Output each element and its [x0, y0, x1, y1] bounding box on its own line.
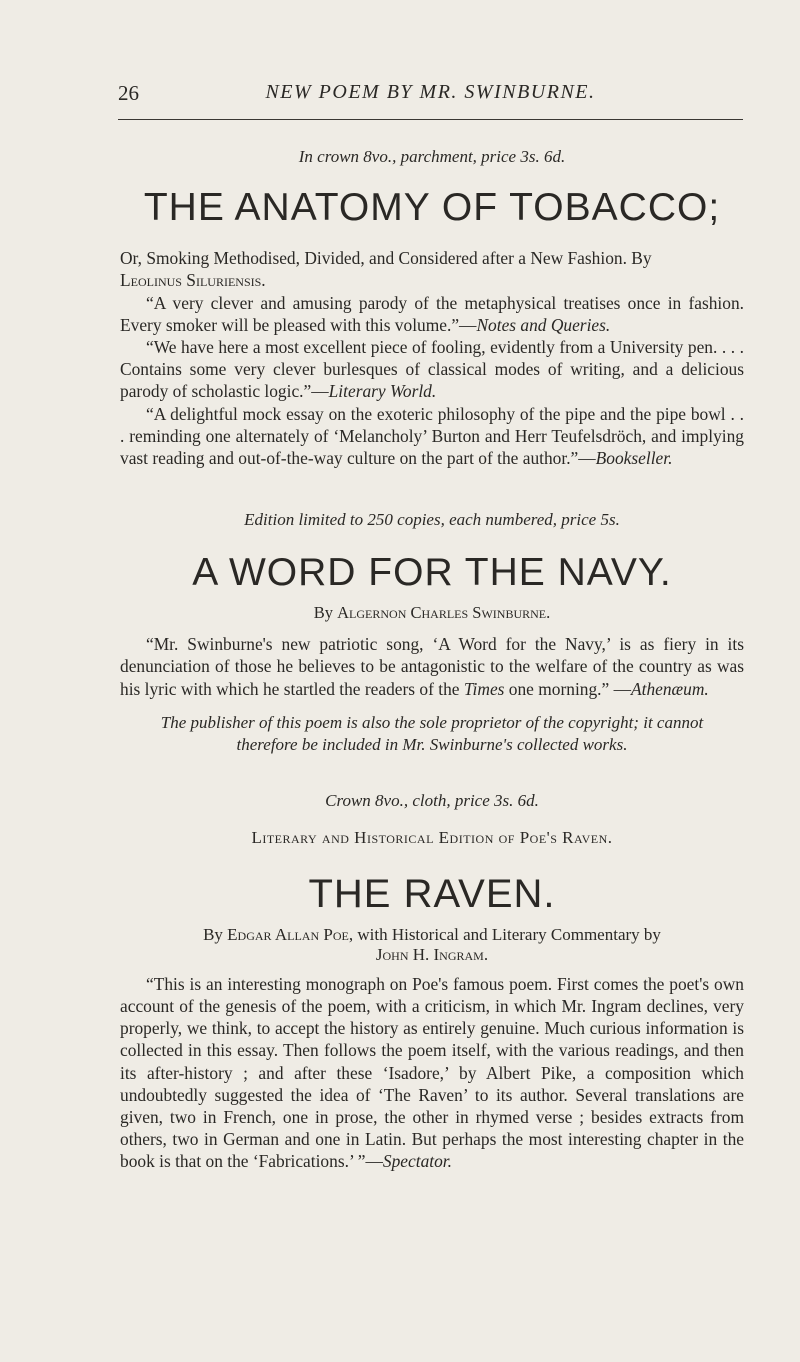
raven-author: Edgar Allan Poe, — [227, 924, 354, 944]
tobacco-author: Leolinus Siluriensis. — [120, 270, 266, 291]
raven-review-source: Spectator. — [382, 1151, 452, 1172]
tobacco-subtitle — [120, 247, 744, 291]
navy-publisher-note — [120, 712, 744, 756]
publisher-note-line-2: therefore be included in Mr. Swinburne's collected works. — [236, 734, 628, 754]
navy-title: A WORD FOR THE NAVY. — [192, 551, 672, 595]
navy-review-times: Times — [463, 678, 505, 699]
page-header — [118, 81, 743, 120]
navy-review-text-a: “Mr. Swinburne's new patriotic song, ‘A Word for the Navy,’ is as fiery in its denunciation of those he believes to be antagonistic to the welfare of the country as was his lyric with which he startled the readers of the — [120, 634, 744, 699]
tobacco-review-3 — [120, 403, 744, 470]
raven-commentator: John H. Ingram. — [375, 944, 489, 964]
navy-by: By — [313, 603, 338, 623]
navy-byline — [120, 603, 744, 623]
navy-review-source: Athenæum. — [630, 678, 709, 699]
raven-commentary: with Historical and Literary Commentary by — [353, 924, 661, 944]
raven-by: By — [203, 924, 228, 944]
page-number: 26 — [118, 81, 139, 105]
review-source: Notes and Queries. — [476, 314, 611, 335]
tobacco-subtitle-text: Or, Smoking Methodised, Divided, and Considered after a New Fashion. By — [120, 248, 652, 269]
raven-imprint: Crown 8vo., cloth, price 3s. 6d. — [325, 790, 539, 810]
review-text: “We have here a most excellent piece of fooling, evidently from a University pen. . . . Contains some very clever burlesques of classical modes of writing, and a delicious parody of scholastic logic.”— — [120, 337, 744, 402]
running-title: NEW POEM BY MR. SWINBURNE. — [265, 81, 596, 103]
tobacco-review-1 — [120, 292, 744, 336]
raven-byline — [120, 925, 744, 965]
review-text: “A very clever and amusing parody of the metaphysical treatises once in fashion. Every smoker will be pleased with this volume.”— — [120, 292, 744, 335]
tobacco-title: THE ANATOMY OF TOBACCO; — [143, 186, 721, 230]
page-content — [120, 146, 744, 1173]
tobacco-imprint: In crown 8vo., parchment, price 3s. 6d. — [298, 147, 566, 166]
review-text: “A delightful mock essay on the exoteric philosophy of the pipe and the pipe bowl . . . reminding one alternately of ‘Melancholy’ Burton and Herr Teufelsdröch, and implying vast reading and out-of-the-way culture on the part of the author.”— — [120, 403, 744, 469]
raven-series-title: Literary and Historical Edition of Poe's Raven. — [251, 827, 613, 847]
raven-title: THE RAVEN. — [308, 871, 556, 916]
navy-edition-note: Edition limited to 250 copies, each numbered, price 5s. — [244, 510, 620, 530]
navy-review-text-b: one morning.” — — [504, 678, 631, 699]
navy-author: Algernon Charles Swinburne. — [337, 603, 551, 623]
review-source: Literary World. — [328, 381, 437, 402]
publisher-note-line-1: The publisher of this poem is also the sole proprietor of the copyright; it cannot — [160, 712, 704, 732]
tobacco-review-2 — [120, 336, 744, 403]
navy-review — [120, 633, 744, 700]
raven-review — [120, 973, 744, 1173]
raven-review-text: “This is an interesting monograph on Poe's famous poem. First comes the poet's own account of the genesis of the poem, with a criticism, in which Mr. Ingram declines, very properly, we think, to accept the history as entirely genuine. Much curious information is collected in this essay. Then follows the poem itself, with the various readings, and then its after-history ; and after these ‘Isadore,’ by Albert Pike, a composition which undoubtedly suggested the idea of ‘The Raven’ to its author. Several translations are given, two in French, one in prose, the other in rhymed verse ; besides extracts from others, two in German and one in Latin. But perhaps the most interesting chapter in the book is that on the ‘Fabrications.’ ”— — [120, 973, 744, 1172]
review-source: Bookseller. — [595, 448, 673, 469]
